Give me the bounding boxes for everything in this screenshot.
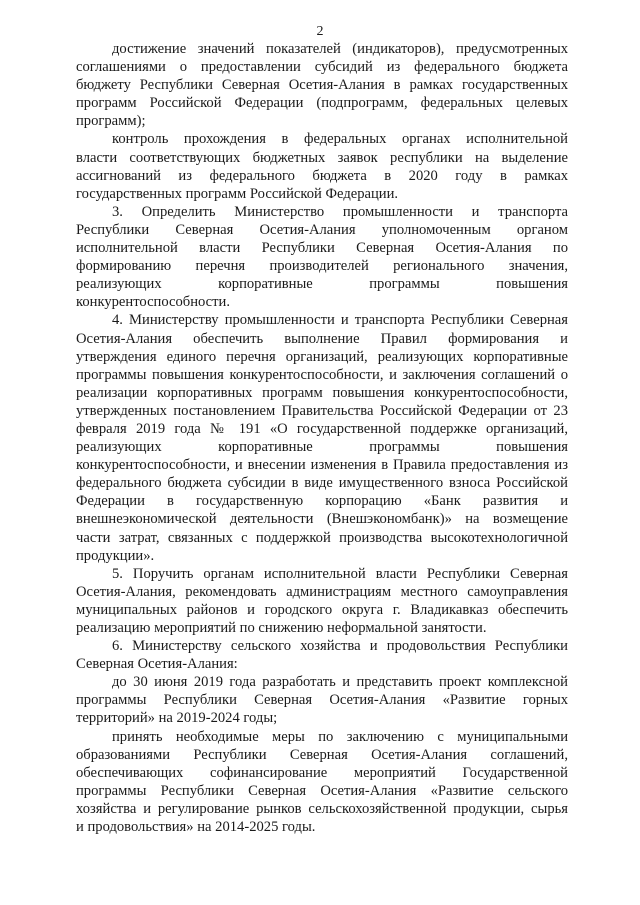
text-line: конкурентоспособности, и внесении изменения в Правила предоставления из: [76, 457, 568, 474]
text-line: конкурентоспособности.: [76, 294, 230, 311]
text-line: формированию перечня производителей регионального значения,: [76, 258, 568, 275]
text-line: Республики Северная Осетия-Алания уполномоченным органом: [76, 221, 568, 238]
text-line: государственных программ Российской Федерации.: [76, 185, 399, 202]
text-line: реализующих корпоративные программы повышения: [76, 276, 568, 293]
text-line: территорий» на 2019-2024 годы;: [76, 710, 278, 727]
text-line: ассигнований из федерального бюджета в 2020 году в рамках: [76, 167, 568, 184]
text-line: и продовольствия» на 2014-2025 годы.: [76, 819, 316, 836]
text-line: Федерации в государственную корпорацию «Банк развития и: [76, 493, 568, 510]
document-body: [76, 40, 568, 836]
text-line: продукции».: [76, 547, 155, 564]
text-line: реализации корпоративных программ повышения конкурентоспособности,: [76, 384, 568, 401]
text-line: до 30 июня 2019 года разработать и представить проект комплексной: [112, 674, 568, 691]
text-line: реализацию мероприятий по снижению неформальной занятости.: [76, 620, 487, 636]
text-line: внешнеэкономической деятельности (Внешэкономбанк)» на возмещение: [76, 511, 568, 528]
text-line: Северная Осетия-Алания:: [76, 656, 238, 673]
text-line: контроль прохождения в федеральных органах исполнительной: [112, 131, 568, 148]
text-line: Осетия-Алания, рекомендовать администрациям местного самоуправления: [76, 583, 568, 600]
text-line: Осетия-Алания обеспечить выполнение Правил формирования и: [76, 330, 568, 347]
text-line: соглашениями о предоставлении субсидий из федерального бюджета: [76, 59, 568, 76]
page-number: 2: [316, 24, 324, 39]
text-line: 3. Определить Министерство промышленности и транспорта: [112, 203, 568, 220]
text-line: 6. Министерству сельского хозяйства и продовольствия Республики: [112, 638, 568, 655]
text-line: власти соответствующих бюджетных заявок республики на выделение: [76, 149, 568, 166]
text-line: программ);: [76, 113, 146, 130]
text-line: муниципальных районов и городского округа г. Владикавказ обеспечить: [76, 601, 568, 618]
text-line: хозяйства и регулирование рынков сельскохозяйственной продукции, сырья: [76, 800, 568, 817]
text-line: 4. Министерству промышленности и транспорта Республики Северная: [112, 312, 568, 329]
text-line: утверждения единого перечня организаций, реализующих корпоративные: [76, 348, 568, 365]
text-line: программ Российской Федерации (подпрограмм, федеральных целевых: [76, 95, 568, 112]
text-line: программы Республики Северная Осетия-Алания «Развитие сельского: [76, 782, 568, 799]
text-line: достижение значений показателей (индикаторов), предусмотренных: [112, 41, 568, 57]
text-line: обеспечивающих софинансирование мероприятий Государственной: [76, 764, 568, 781]
text-line: утвержденных постановлением Правительства Российской Федерации от 23: [76, 402, 568, 419]
text-line: исполнительной власти Республики Северная Осетия-Алания по: [76, 240, 568, 257]
text-line: программы Республики Северная Осетия-Алания «Развитие горных: [76, 692, 568, 709]
text-line: бюджету Республики Северная Осетия-Алания в рамках государственных: [76, 77, 568, 94]
text-line: принять необходимые меры по заключению с муниципальными: [112, 728, 568, 745]
text-line: образованиями Республики Северная Осетия-Алания соглашений,: [76, 746, 568, 763]
text-line: реализующих корпоративные программы повышения: [76, 439, 568, 456]
text-line: программы повышения конкурентоспособности, и заключения соглашений о: [76, 366, 568, 383]
text-line: февраля 2019 года № 191 «О государственной поддержке организаций,: [76, 420, 568, 437]
text-line: части затрат, связанных с поддержкой производства высокотехнологичной: [76, 529, 568, 546]
text-line: федерального бюджета субсидии в виде имущественного взноса Российской: [76, 475, 568, 492]
text-line: 5. Поручить органам исполнительной власти Республики Северная: [112, 565, 568, 582]
